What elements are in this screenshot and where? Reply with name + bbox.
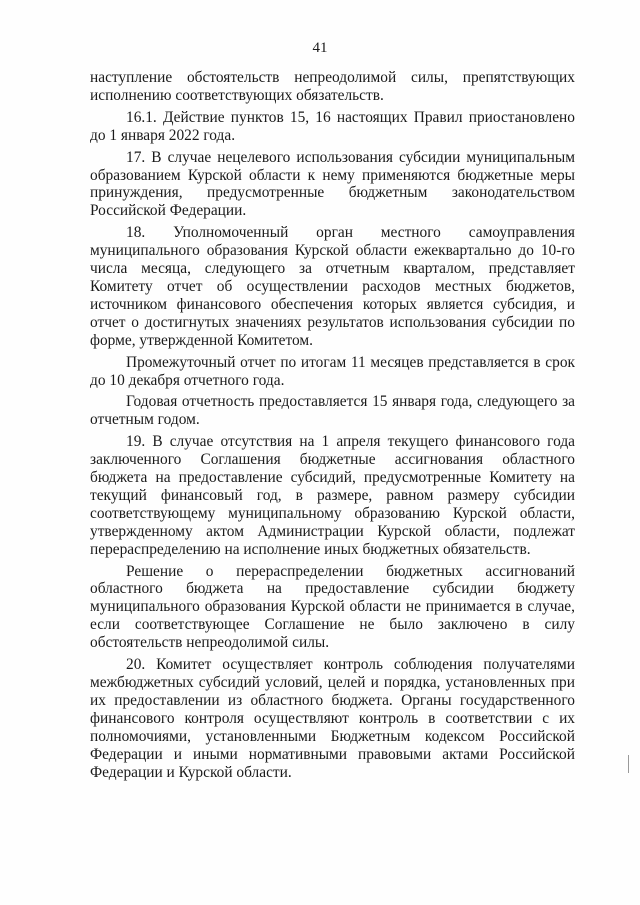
paragraph-17: 17. В случае нецелевого использования субсидии муниципальным образованием Курской области к нему применяются бюджетные меры принуждения, предусмотренные бюджетным законодательством Российской Федерации. bbox=[90, 148, 575, 220]
paragraph-19: 19. В случае отсутствия на 1 апреля текущего финансового года заключенного Соглашения бюджетные ассигнования областного бюджета на предоставление субсидий, предусмотренные Комитету на текущий финансовый год, в размере, равном размеру субсидии соответствующему муниципальному образованию Курской области, утвержденному актом Администрации Курской области, подлежат перераспределению на исполнение иных бюджетных обязательств. bbox=[90, 433, 575, 558]
paragraph-interim-report: Промежуточный отчет по итогам 11 месяцев представляется в срок до 10 декабря отчетного года. bbox=[90, 353, 575, 389]
paragraph-continuation: наступление обстоятельств непреодолимой силы, препятствующих исполнению соответствующих обязательств. bbox=[90, 69, 575, 104]
document-body bbox=[90, 69, 575, 785]
paragraph-18: 18. Уполномоченный орган местного самоуправления муниципального образования Курской области ежеквартально до 10-го числа месяца, следующего за отчетным кварталом, представляет Комитету отчет об осуществлении расходов местных бюджетов, источником финансового обеспечения которых является субсидия, и отчет о достигнутых значениях результатов использования субсидии по форме, утвержденной Комитетом. bbox=[90, 224, 575, 349]
paragraph-20: 20. Комитет осуществляет контроль соблюдения получателями межбюджетных субсидий условий, целей и порядка, установленных при их предоставлении из областного бюджета. Органы государственного финансового контроля осуществляют контроль в соответствии с их полномочиями, установленными Бюджетным кодексом Российской Федерации и иными нормативными правовыми актами Российской Федерации и Курской области. bbox=[90, 656, 575, 781]
page-number: 41 bbox=[312, 40, 328, 56]
scan-artifact bbox=[628, 755, 629, 773]
paragraph-reallocation-decision: Решение о перераспределении бюджетных ассигнований областного бюджета на предоставление субсидии бюджету муниципального образования Курской области не принимается в случае, если соответствующее Соглашение не было заключено в силу обстоятельств непреодолимой силы. bbox=[90, 562, 575, 652]
paragraph-16-1: 16.1. Действие пунктов 15, 16 настоящих Правил приостановлено до 1 января 2022 года. bbox=[90, 108, 575, 144]
paragraph-annual-report: Годовая отчетность предоставляется 15 января года, следующего за отчетным годом. bbox=[90, 393, 575, 429]
